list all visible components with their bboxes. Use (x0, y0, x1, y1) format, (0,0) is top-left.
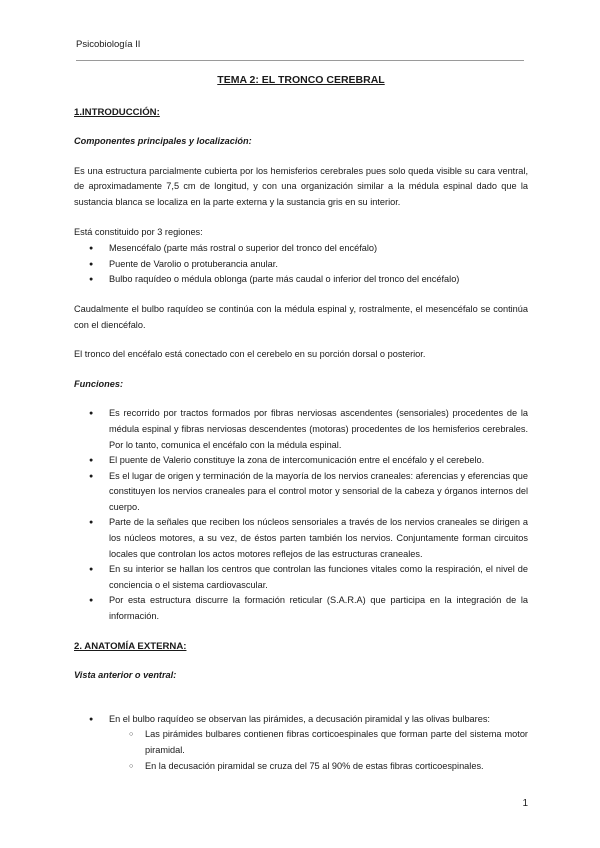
document-title: TEMA 2: EL TRONCO CEREBRAL (217, 74, 385, 86)
list-item: ● Es el lugar de origen y terminación de la mayoría de los nervios craneales: aferencias y eferencias que constituyen los nervios craneales para el control motor y sensorial de la cabeza y órganos internos del cuerpo. (74, 469, 528, 516)
page-content (74, 73, 528, 788)
functions-list (74, 406, 528, 624)
running-header: Psicobiología II (76, 39, 141, 50)
list-item: ● El puente de Valerio constituye la zona de intercomunicación entre el encéfalo y el cerebelo. (74, 453, 528, 469)
paragraph-regiones-intro: Está constituido por 3 regiones: (74, 226, 203, 237)
regions-list (74, 241, 528, 288)
list-item: ● Mesencéfalo (parte más rostral o superior del tronco del encéfalo) (74, 241, 528, 257)
spacer (74, 698, 528, 712)
paragraph-caudalmente: Caudalmente el bulbo raquídeo se continúa con la médula espinal y, rostralmente, el mesencéfalo se continúa con el diencéfalo. (74, 303, 528, 330)
section-heading-anatomia-externa: 2. ANATOMÍA EXTERNA: (74, 640, 187, 652)
anatomy-list (74, 712, 528, 774)
sub-list (109, 727, 528, 774)
list-item-text: En el bulbo raquídeo se observan las pirámides, a decusación piramidal y las olivas bulbares: (109, 713, 490, 724)
page-number: 1 (522, 798, 528, 809)
list-item: ● En su interior se hallan los centros que controlan las funciones vitales como la respiración, el nivel de conciencia o el sistema cardiovascular. (74, 562, 528, 593)
list-item: ● Por esta estructura discurre la formación reticular (S.A.R.A) que participa en la integración de la información. (74, 593, 528, 624)
header-rule (76, 60, 524, 61)
list-item (74, 712, 528, 774)
list-item: ● Puente de Varolio o protuberancia anular. (74, 257, 528, 273)
list-item: ● Es recorrido por tractos formados por fibras nerviosas ascendentes (sensoriales) procedentes de la médula espinal y fibras nerviosas descendentes (motoras) procedentes de los hemisferios cerebrales. Por lo tanto, comunica el encéfalo con la médula espinal. (74, 406, 528, 453)
subheading-funciones: Funciones: (74, 378, 124, 389)
subheading-vista-anterior: Vista anterior o ventral: (74, 670, 177, 681)
section-heading-introduccion: 1.INTRODUCCIÓN: (74, 106, 160, 118)
paragraph-estructura: Es una estructura parcialmente cubierta por los hemisferios cerebrales pues solo queda visible su cara ventral, de aproximadamente 7,5 cm de longitud, y con una organización similar a la médula espinal dado que la sustancia blanca se localiza en la parte externa y la sustancia gris en su interior. (74, 165, 528, 207)
sub-list-item: ○ Las pirámides bulbares contienen fibras corticoespinales que forman parte del sistema motor piramidal. (109, 727, 528, 758)
list-item: ● Parte de la señales que reciben los núcleos sensoriales a través de los nervios craneales se dirigen a los núcleos motores, a su vez, de éstos parten también los nervios. Conjuntamente forman circuitos locales que controlan los actos motores reflejos de las estructuras craneales. (74, 515, 528, 562)
sub-list-item: ○ En la decusación piramidal se cruza del 75 al 90% de estas fibras corticoespinales. (109, 759, 528, 775)
subheading-componentes: Componentes principales y localización: (74, 136, 252, 147)
list-item: ● Bulbo raquídeo o médula oblonga (parte más caudal o inferior del tronco del encéfalo) (74, 272, 528, 288)
paragraph-cerebelo: El tronco del encéfalo está conectado con el cerebelo en su porción dorsal o posterior. (74, 349, 426, 360)
